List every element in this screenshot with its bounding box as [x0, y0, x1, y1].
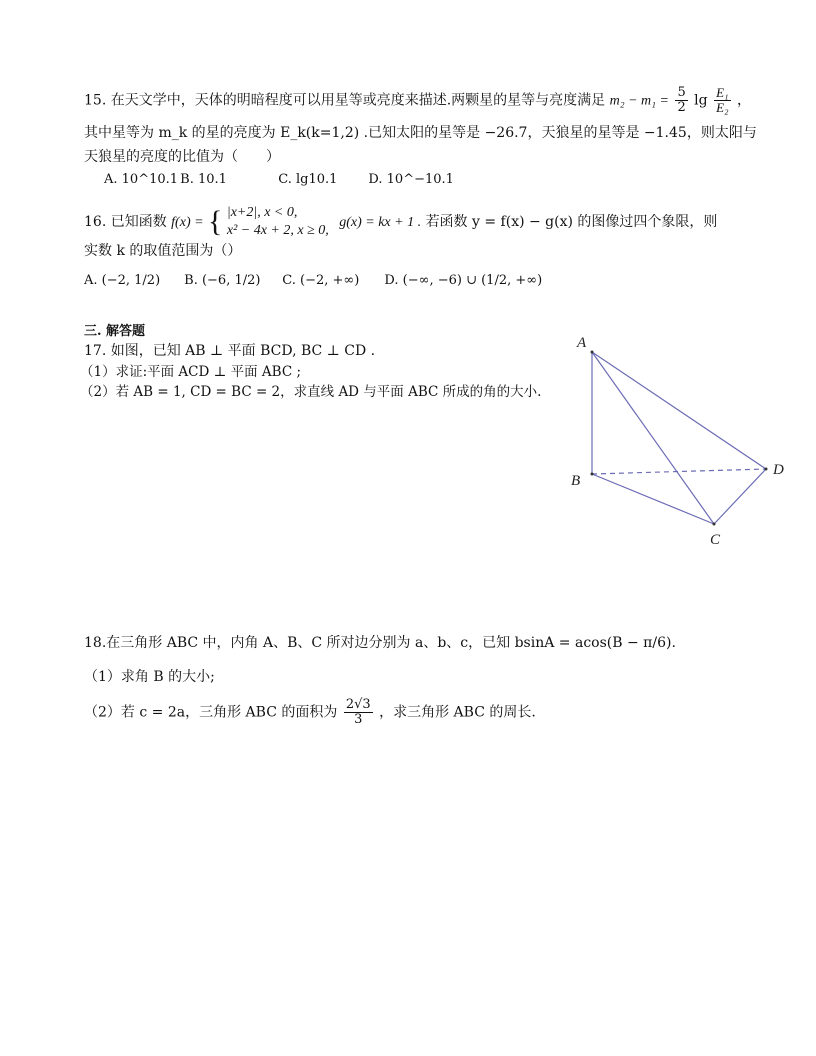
q15-line1: [84, 86, 751, 115]
q16-piecewise: [227, 204, 329, 240]
q17-line1: 17. 如图，已知 AB ⊥ 平面 BCD, BC ⊥ CD .: [84, 343, 376, 359]
q16-left-brace: {: [208, 205, 223, 238]
q15-lg: lg: [694, 92, 708, 109]
q15-stem-text: 15. 在天文学中，天体的明暗程度可以用星等或亮度来描述.两颗星的星等与亮度满足: [84, 92, 606, 109]
q15-option-b: B. 10.1: [180, 172, 227, 187]
q15-formula-lhs: m₂ − m₁ =: [609, 93, 669, 109]
q15-line1-end: ，: [737, 92, 751, 109]
q16-option-a: A. (−2, 1/2): [84, 273, 161, 288]
q16-line1: [84, 204, 717, 240]
q15-fraction-e1-e2: $\frac{\text{E₁}}{\text{E₂}}$: [716, 85, 729, 115]
q15-option-a: A. 10^10.1: [104, 172, 179, 187]
q18-fraction: $\frac{2√3}{3}$: [345, 697, 371, 727]
q18-part2-post: ，求三角形 ABC 的周长.: [379, 704, 536, 721]
q15-fraction-5-2: $\frac{5}{2}$: [677, 85, 686, 115]
q16-option-b: B. (−6, 1/2): [184, 273, 261, 288]
q15-option-c: C. lg10.1: [278, 172, 338, 187]
edge-cd: [714, 469, 766, 524]
q17-tetrahedron-figure: [565, 330, 795, 550]
q16-prefix: 16. 已知函数: [84, 214, 167, 230]
q16-line2: 实数 k 的取值范围为（）: [84, 243, 242, 259]
label-d: D: [773, 462, 784, 478]
q16-option-d: D. (−∞, −6) ∪ (1/2, +∞): [384, 273, 543, 288]
q15-line3: 天狼星的亮度的比值为（ ）: [84, 149, 280, 165]
q16-gx: g(x) = kx + 1 .: [339, 215, 422, 230]
label-a: A: [577, 335, 587, 351]
q18-part1: （1）求角 B 的大小;: [84, 669, 215, 685]
edge-ad: [592, 352, 766, 469]
q15-line2: 其中星等为 m_k 的星的亮度为 E_k(k=1,2) .已知太阳的星等是 −26.7，天狼星的星等是 −1.45，则太阳与: [84, 125, 757, 141]
q16-fx: f(x) =: [171, 215, 204, 230]
edge-ac: [592, 352, 714, 524]
q18-line1: 18.在三角形 ABC 中，内角 A、B、C 所对边分别为 a、b、c，已知 bsinA = acos(B − π/6).: [84, 635, 676, 651]
q16-case1: |x+2|, x < 0,: [226, 205, 298, 220]
q18-part2: [84, 698, 536, 727]
q17-part2: （2）若 AB = 1, CD = BC = 2，求直线 AD 与平面 ABC 所成的角的大小.: [80, 384, 542, 400]
q15-options: [104, 170, 454, 190]
q15-option-d: D. 10^−10.1: [368, 172, 454, 187]
q16-case2: x² − 4x + 2, x ≥ 0,: [226, 223, 329, 238]
q17-part1: （1）求证:平面 ACD ⊥ 平面 ABC ;: [80, 364, 301, 380]
label-b: B: [571, 473, 581, 489]
q16-rest: 若函数 y = f(x) − g(x) 的图像过四个象限，则: [425, 214, 718, 230]
section3-title: 三. 解答题: [84, 324, 146, 339]
q16-option-c: C. (−2, +∞): [282, 273, 360, 288]
label-c: C: [710, 532, 721, 548]
q16-options: [84, 271, 542, 291]
q18-part2-pre: （2）若 c = 2a，三角形 ABC 的面积为: [84, 704, 338, 721]
edge-bd-dashed: [592, 469, 766, 474]
